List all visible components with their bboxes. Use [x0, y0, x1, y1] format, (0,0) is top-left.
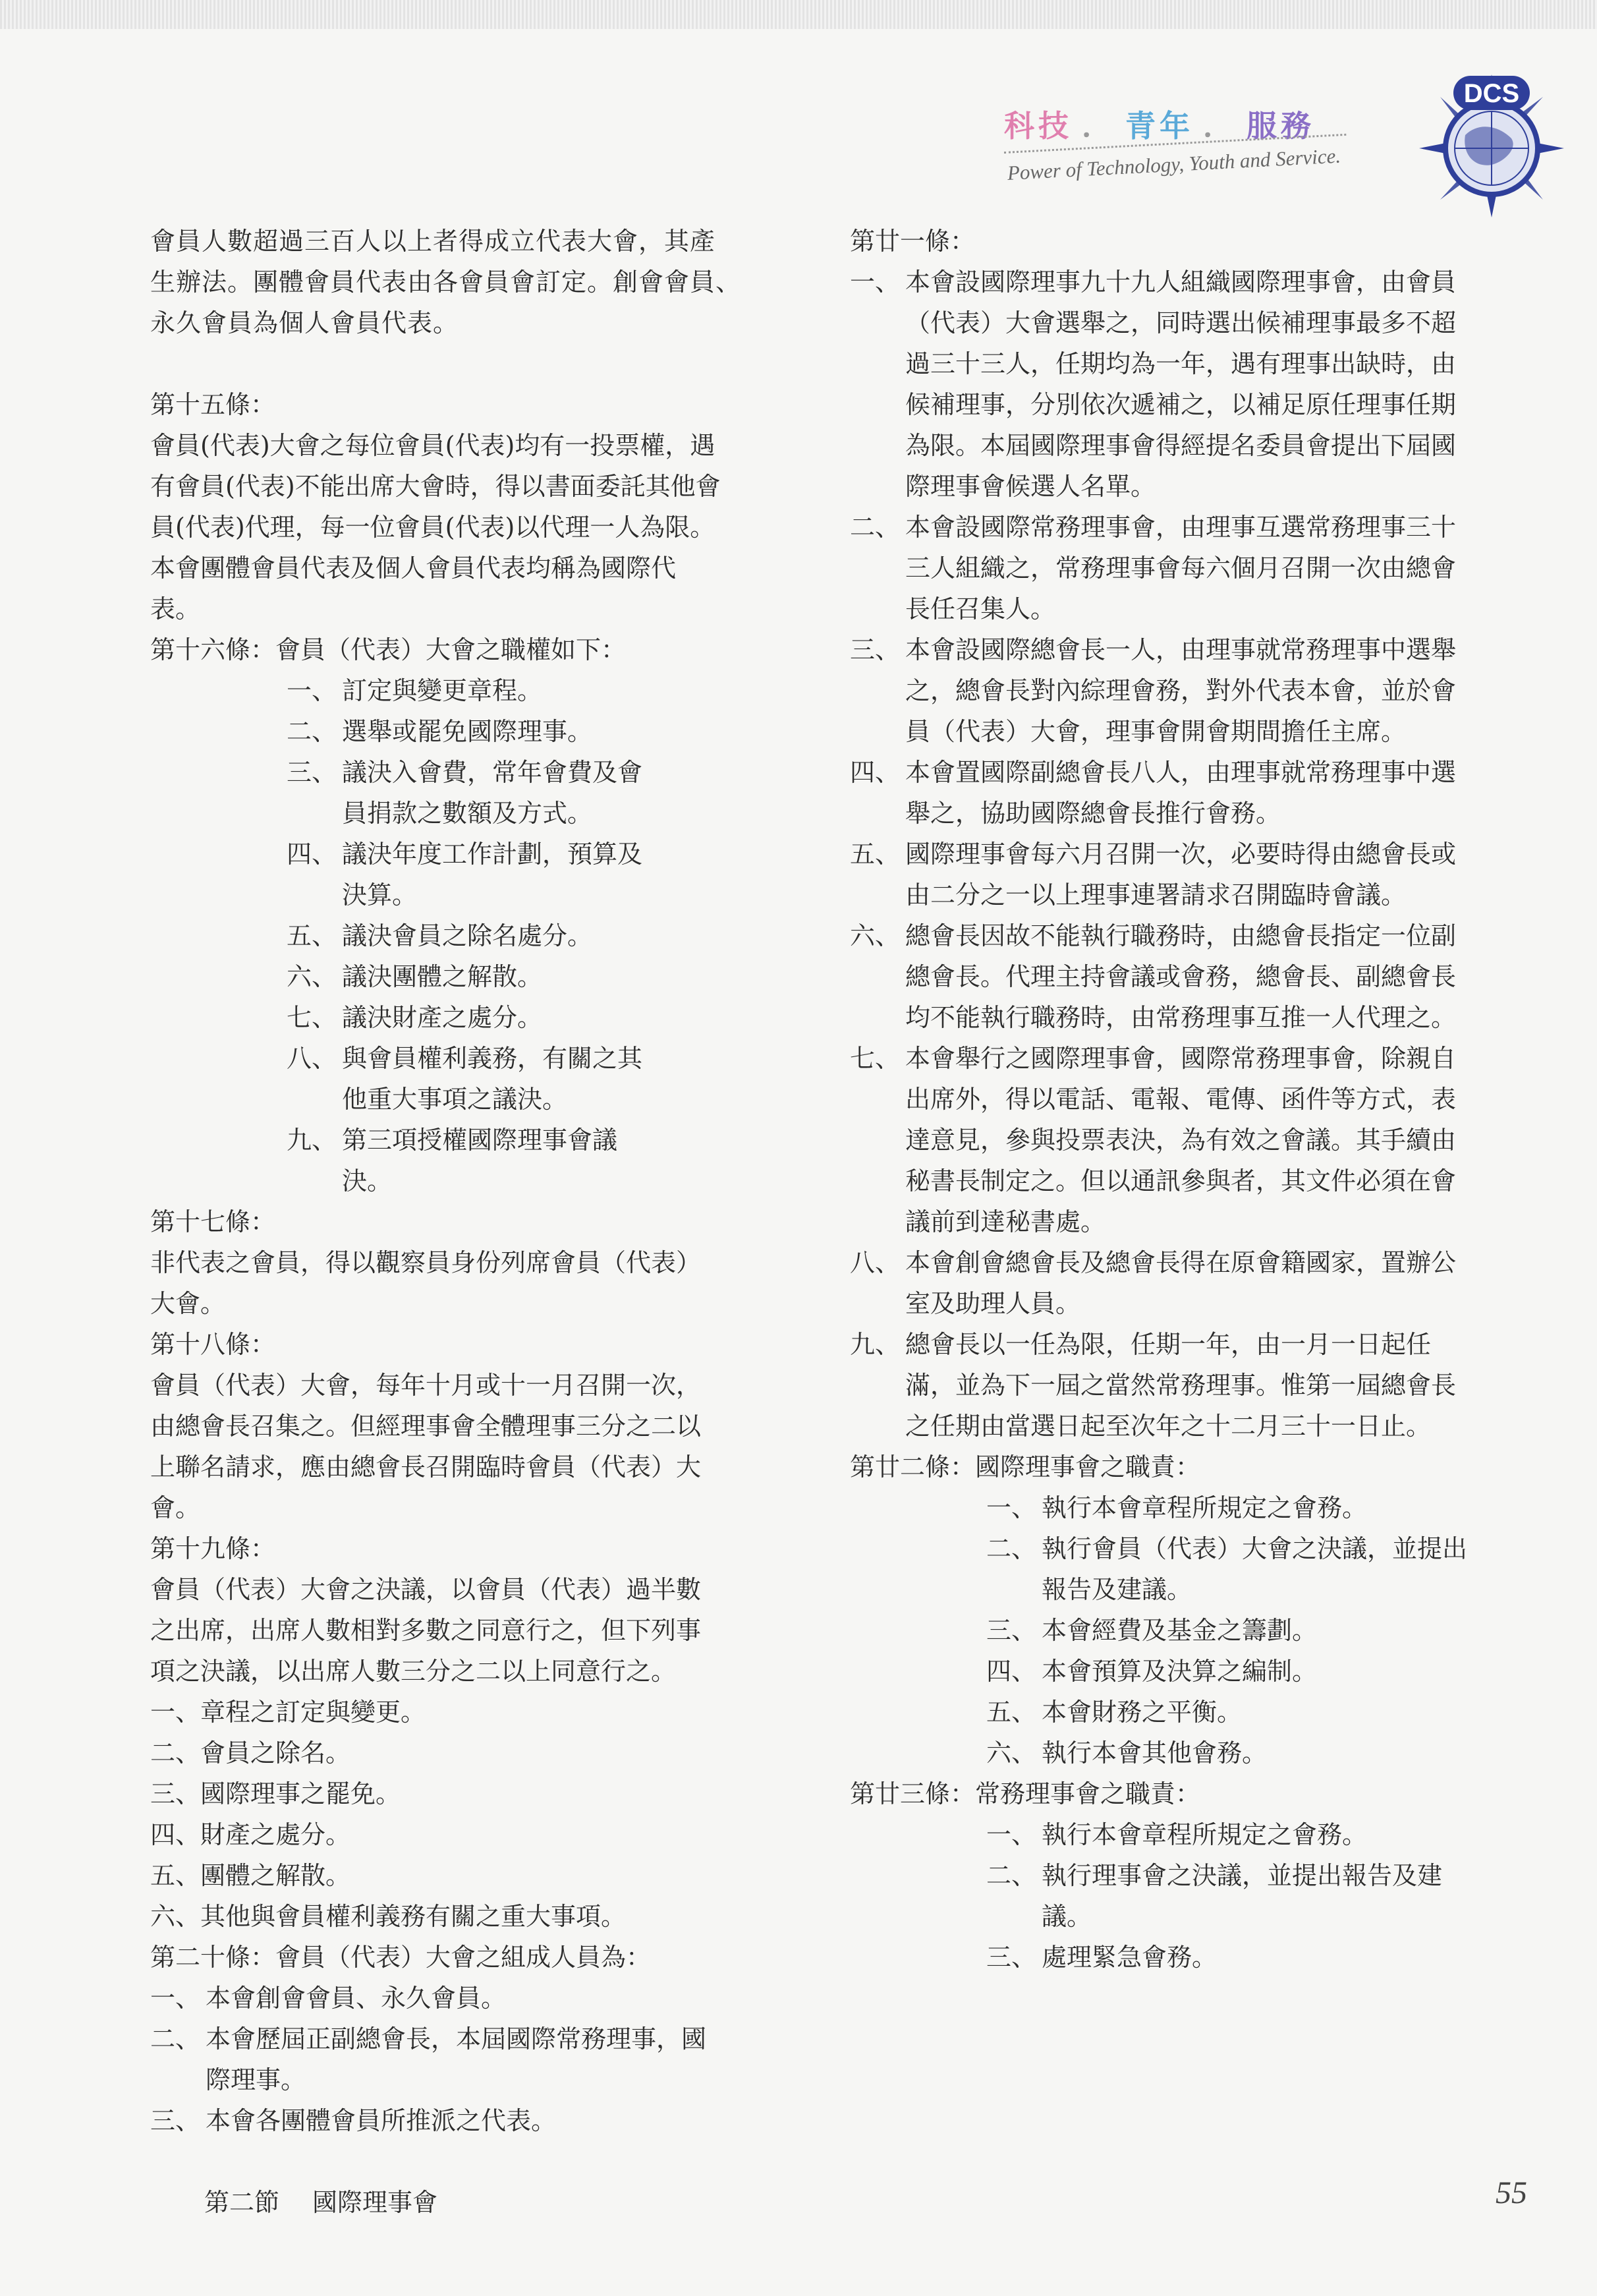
- list-item: 三、 本會各團體會員所推派之代表。: [150, 2106, 557, 2135]
- list-item: 三、 本會經費及基金之籌劃。: [986, 1616, 1318, 1645]
- section-heading: [150, 2182, 770, 2223]
- slogan-service: 服務: [1247, 108, 1315, 144]
- text-line: 生辦法。團體會員代表由各會員會訂定。創會會員、: [150, 268, 742, 297]
- text-line: 非代表之會員，得以觀察員身份列席會員（代表）: [150, 1248, 702, 1277]
- article-23-intro: 常務理事會之職責：: [975, 1779, 1201, 1808]
- article-15-heading: 第十五條：: [150, 390, 276, 419]
- text-line: 永久會員為個人會員代表。: [150, 308, 459, 337]
- slogan-dot: ．: [1203, 108, 1237, 144]
- article-16-heading: 第十六條：: [150, 635, 276, 664]
- list-item: 四、 議決年度工作計劃，預算及決算。: [287, 840, 643, 909]
- slogan-dot: ．: [1082, 108, 1116, 144]
- left-column: [150, 221, 770, 2223]
- article-22: [850, 1447, 1469, 1487]
- page-number: 55: [1496, 2175, 1527, 2210]
- list-item: 六、其他與會員權利義務有關之重大事項。: [150, 1902, 627, 1931]
- right-column: [850, 221, 1469, 1978]
- logo-text: DCS: [1463, 79, 1520, 108]
- article-20: [150, 1937, 770, 1978]
- list-item: 九、 第三項授權國際理事會議決。: [287, 1126, 618, 1195]
- list-item: 三、 議決入會費，常年會費及會員捐款之數額及方式。: [287, 758, 643, 828]
- text-line: 由總會長召集之。但經理事會全體理事三分之二以: [150, 1412, 702, 1441]
- dcs-logo-icon: [1413, 63, 1571, 221]
- list-item: 二、 執行會員（代表）大會之決議，並提出報告及建議。: [986, 1534, 1468, 1604]
- slogan-youth: 青年: [1125, 108, 1194, 144]
- article-16-list: [150, 670, 656, 1201]
- list-item: 二、會員之除名。: [150, 1738, 351, 1767]
- text-line: 會員人數超過三百人以上者得成立代表大會，其產: [150, 227, 716, 256]
- article-23-list: [850, 1814, 1469, 1978]
- text-line: 項之決議，以出席人數三分之二以上同意行之。: [150, 1657, 677, 1686]
- text-line: 會員（代表）大會，每年十月或十一月召開一次，: [150, 1371, 702, 1400]
- text-line: 本會團體會員代表及個人會員代表均稱為國際代: [150, 554, 677, 583]
- list-item: 一、 執行本會章程所規定之會務。: [986, 1820, 1368, 1849]
- intro-paragraph: [150, 221, 770, 343]
- section-title: 國際理事會: [312, 2188, 438, 2217]
- list-item: 三、 本會設國際總會長一人，由理事就常務理事中選舉之，總會長對內綜理會務，對外代表本會，並於會員（代表）大會，理事會開會期間擔任主席。: [850, 635, 1457, 746]
- list-item: 四、財產之處分。: [150, 1820, 351, 1849]
- list-item: 八、 本會創會總會長及總會長得在原會籍國家，置辦公室及助理人員。: [850, 1248, 1457, 1318]
- article-21-list: [850, 262, 1469, 1447]
- slogan-technology: 科技: [1004, 108, 1073, 144]
- text-line: 大會。: [150, 1289, 226, 1318]
- list-item: 二、 選舉或罷免國際理事。: [287, 717, 593, 746]
- list-item: 五、 本會財務之平衡。: [986, 1698, 1243, 1727]
- list-item: 六、 議決團體之解散。: [287, 962, 543, 991]
- tagline: Power of Technology, Youth and Service.: [1007, 144, 1341, 185]
- text-line: 會。: [150, 1493, 201, 1522]
- list-item: 四、 本會置國際副總會長八人，由理事就常務理事中選舉之，協助國際總會長推行會務。: [850, 758, 1457, 828]
- article-16-intro: 會員（代表）大會之職權如下：: [275, 635, 627, 664]
- text-line: 會員（代表）大會之決議，以會員（代表）過半數: [150, 1575, 702, 1604]
- list-item: 五、團體之解散。: [150, 1861, 351, 1890]
- article-22-heading: 第廿二條：: [850, 1452, 976, 1481]
- text-line: 員(代表)代理，每一位會員(代表)以代理一人為限。: [150, 513, 715, 542]
- section-number: 第二節: [204, 2188, 280, 2217]
- list-item: 一、 執行本會章程所規定之會務。: [986, 1493, 1368, 1522]
- list-item: 五、 國際理事會每六月召開一次，必要時得由總會長或由二分之一以上理事連署請求召開臨時會議。: [850, 840, 1457, 909]
- list-item: 五、 議決會員之除名處分。: [287, 921, 593, 950]
- article-18-heading: 第十八條：: [150, 1330, 276, 1359]
- article-17-heading: 第十七條：: [150, 1207, 276, 1236]
- list-item: 九、 總會長以一任為限，任期一年，由一月一日起任滿，並為下一屆之當然常務理事。惟第一屆總會長之任期由當選日起至次年之十二月三十一日止。: [850, 1330, 1457, 1441]
- list-item: 三、 處理緊急會務。: [986, 1943, 1218, 1972]
- page-header: [945, 63, 1571, 221]
- article-23-heading: 第廿三條：: [850, 1779, 976, 1808]
- list-item: 一、章程之訂定與變更。: [150, 1698, 426, 1727]
- scan-edge: [0, 0, 1597, 29]
- list-item: 六、 執行本會其他會務。: [986, 1738, 1268, 1767]
- article-21-heading: 第廿一條：: [850, 227, 976, 256]
- text-line: 會員(代表)大會之每位會員(代表)均有一投票權，遇: [150, 431, 715, 460]
- text-line: 上聯名請求，應由總會長召開臨時會員（代表）大: [150, 1452, 702, 1481]
- list-item: 一、 本會設國際理事九十九人組織國際理事會，由會員（代表）大會選舉之，同時選出候補理事最多不超過三十三人，任期均為一年，遇有理事出缺時，由候補理事，分別依次遞補之，以補足原任理事任期為限。本屆國際理事會得經提名委員會提出下屆國際理事會候選人名單。: [850, 268, 1457, 501]
- article-22-list: [850, 1487, 1469, 1773]
- article-19-heading: 第十九條：: [150, 1534, 276, 1563]
- list-item: 二、 本會歷屆正副總會長，本屆國際常務理事，國際理事。: [150, 2024, 707, 2094]
- list-item: 四、 本會預算及決算之編制。: [986, 1657, 1318, 1686]
- text-line: 有會員(代表)不能出席大會時，得以書面委託其他會: [150, 472, 721, 501]
- list-item: 八、 與會員權利義務，有關之其他重大事項之議決。: [287, 1044, 643, 1114]
- article-16: [150, 629, 770, 670]
- list-item: 一、 訂定與變更章程。: [287, 676, 543, 705]
- article-20-intro: 會員（代表）大會之組成人員為：: [275, 1943, 652, 1972]
- list-item: 二、 執行理事會之決議，並提出報告及建議。: [986, 1861, 1443, 1931]
- list-item: 七、 議決財產之處分。: [287, 1003, 543, 1032]
- text-line: 之出席，出席人數相對多數之同意行之，但下列事: [150, 1616, 702, 1645]
- text-line: 表。: [150, 594, 201, 623]
- list-item: 七、 本會舉行之國際理事會，國際常務理事會，除親自出席外，得以電話、電報、電傳、函件等方式，表達意見，參與投票表決，為有效之會議。其手續由秘書長制定之。但以通訊參與者，其文件必須在會議前到達秘書處。: [850, 1044, 1457, 1236]
- article-20-heading: 第二十條：: [150, 1943, 276, 1972]
- list-item: 六、 總會長因故不能執行職務時，由總會長指定一位副總會長。代理主持會議或會務，總會長、副總會長均不能執行職務時，由常務理事互推一人代理之。: [850, 921, 1457, 1032]
- list-item: 三、國際理事之罷免。: [150, 1779, 401, 1808]
- article-20-list: [150, 1978, 717, 2141]
- list-item: 二、 本會設國際常務理事會，由理事互選常務理事三十三人組織之，常務理事會每六個月召開一次由總會長任召集人。: [850, 513, 1457, 623]
- article-23: [850, 1773, 1469, 1814]
- article-22-intro: 國際理事會之職責：: [975, 1452, 1201, 1481]
- list-item: 一、 本會創會會員、永久會員。: [150, 1984, 507, 2013]
